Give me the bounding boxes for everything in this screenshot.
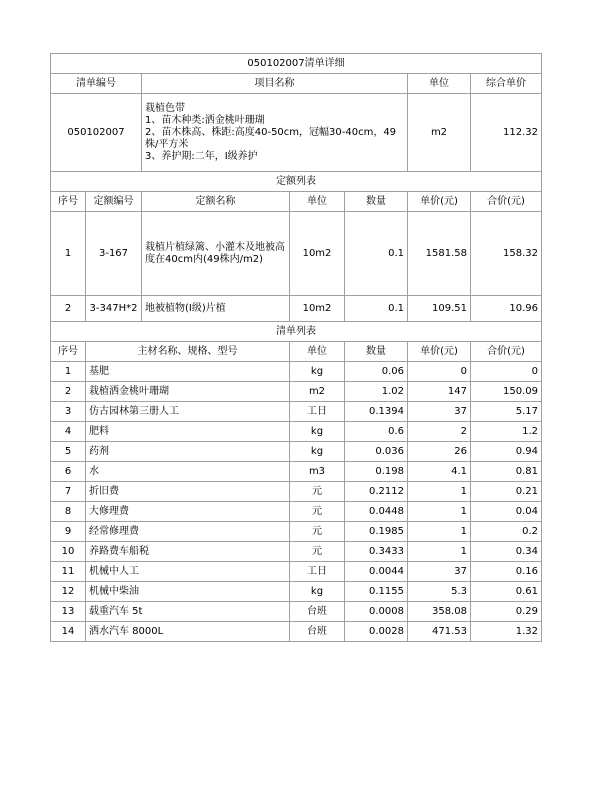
material-unit: 工日 <box>290 402 345 422</box>
material-name: 药剂 <box>86 442 290 462</box>
quota-col-no: 序号 <box>51 192 86 212</box>
material-price: 26 <box>408 442 471 462</box>
material-no: 5 <box>51 442 86 462</box>
quota-section-title: 定额列表 <box>51 172 542 192</box>
material-price: 0 <box>408 362 471 382</box>
item-unit: m2 <box>408 94 471 172</box>
material-qty: 0.1155 <box>345 582 408 602</box>
material-row <box>51 442 542 462</box>
material-row <box>51 482 542 502</box>
material-price: 4.1 <box>408 462 471 482</box>
quota-name: 栽植片植绿篱、小灌木及地被高度在40cm内(49株内/m2) <box>142 212 290 296</box>
material-unit: kg <box>290 422 345 442</box>
quota-name: 地被植物(I级)片植 <box>142 296 290 322</box>
material-price: 37 <box>408 562 471 582</box>
material-col-price: 单价(元) <box>408 342 471 362</box>
material-price: 37 <box>408 402 471 422</box>
material-no: 14 <box>51 622 86 642</box>
material-row <box>51 382 542 402</box>
material-total: 0.2 <box>471 522 542 542</box>
material-no: 9 <box>51 522 86 542</box>
quota-qty: 0.1 <box>345 212 408 296</box>
material-name: 机械中人工 <box>86 562 290 582</box>
quota-row <box>51 212 542 296</box>
material-name: 洒水汽车 8000L <box>86 622 290 642</box>
table-title: 050102007清单详细 <box>51 54 542 74</box>
material-qty: 0.0028 <box>345 622 408 642</box>
material-row <box>51 582 542 602</box>
material-price: 358.08 <box>408 602 471 622</box>
material-price: 5.3 <box>408 582 471 602</box>
material-total: 5.17 <box>471 402 542 422</box>
material-qty: 0.3433 <box>345 542 408 562</box>
quota-qty: 0.1 <box>345 296 408 322</box>
material-unit: 元 <box>290 542 345 562</box>
material-qty: 0.06 <box>345 362 408 382</box>
material-total: 1.2 <box>471 422 542 442</box>
material-name: 折旧费 <box>86 482 290 502</box>
material-qty: 0.6 <box>345 422 408 442</box>
material-total: 1.32 <box>471 622 542 642</box>
quota-price: 109.51 <box>408 296 471 322</box>
quota-total: 158.32 <box>471 212 542 296</box>
material-qty: 1.02 <box>345 382 408 402</box>
material-price: 471.53 <box>408 622 471 642</box>
material-no: 2 <box>51 382 86 402</box>
material-name: 机械中柴油 <box>86 582 290 602</box>
material-row <box>51 422 542 442</box>
quota-col-total: 合价(元) <box>471 192 542 212</box>
material-price: 1 <box>408 522 471 542</box>
material-row <box>51 562 542 582</box>
material-name: 仿古园林第三册人工 <box>86 402 290 422</box>
material-no: 12 <box>51 582 86 602</box>
quota-price: 1581.58 <box>408 212 471 296</box>
material-qty: 0.198 <box>345 462 408 482</box>
material-total: 0.81 <box>471 462 542 482</box>
material-price: 1 <box>408 482 471 502</box>
name-header: 项目名称 <box>142 74 408 94</box>
material-no: 3 <box>51 402 86 422</box>
material-unit: 台班 <box>290 602 345 622</box>
material-no: 10 <box>51 542 86 562</box>
material-no: 7 <box>51 482 86 502</box>
quota-col-name: 定额名称 <box>142 192 290 212</box>
material-row <box>51 542 542 562</box>
material-name: 基肥 <box>86 362 290 382</box>
material-name: 载重汽车 5t <box>86 602 290 622</box>
material-name: 水 <box>86 462 290 482</box>
quota-header-row <box>51 192 542 212</box>
material-col-qty: 数量 <box>345 342 408 362</box>
code-header: 清单编号 <box>51 74 142 94</box>
material-qty: 0.1394 <box>345 402 408 422</box>
item-price: 112.32 <box>471 94 542 172</box>
quota-unit: 10m2 <box>290 212 345 296</box>
material-total: 0.61 <box>471 582 542 602</box>
material-total: 0.94 <box>471 442 542 462</box>
material-qty: 0.1985 <box>345 522 408 542</box>
material-name: 大修理费 <box>86 502 290 522</box>
quota-total: 10.96 <box>471 296 542 322</box>
material-unit: kg <box>290 582 345 602</box>
material-qty: 0.0448 <box>345 502 408 522</box>
material-name: 栽植洒金桃叶珊瑚 <box>86 382 290 402</box>
material-price: 2 <box>408 422 471 442</box>
item-code: 050102007 <box>51 94 142 172</box>
material-name: 经常修理费 <box>86 522 290 542</box>
material-total: 0.34 <box>471 542 542 562</box>
material-no: 8 <box>51 502 86 522</box>
quota-unit: 10m2 <box>290 296 345 322</box>
material-col-no: 序号 <box>51 342 86 362</box>
material-unit: 元 <box>290 482 345 502</box>
material-no: 4 <box>51 422 86 442</box>
material-total: 0.29 <box>471 602 542 622</box>
material-qty: 0.2112 <box>345 482 408 502</box>
material-section-title: 清单列表 <box>51 322 542 342</box>
quota-no: 2 <box>51 296 86 322</box>
material-price: 1 <box>408 502 471 522</box>
material-total: 0.04 <box>471 502 542 522</box>
price-header: 综合单价 <box>471 74 542 94</box>
material-col-unit: 单位 <box>290 342 345 362</box>
material-header-row <box>51 342 542 362</box>
material-name: 肥料 <box>86 422 290 442</box>
material-qty: 0.0008 <box>345 602 408 622</box>
material-unit: 元 <box>290 522 345 542</box>
quota-code: 3-167 <box>86 212 142 296</box>
material-col-name: 主材名称、规格、型号 <box>86 342 290 362</box>
item-description: 栽植色带 1、苗木种类:洒金桃叶珊瑚 2、苗木株高、株距:高度40-50cm，冠幅30-40cm，49株/平方米 3、养护期:二年，Ⅰ级养护 <box>142 94 408 172</box>
material-total: 150.09 <box>471 382 542 402</box>
quota-col-price: 单价(元) <box>408 192 471 212</box>
material-row <box>51 462 542 482</box>
material-no: 6 <box>51 462 86 482</box>
material-total: 0.21 <box>471 482 542 502</box>
material-unit: kg <box>290 362 345 382</box>
material-qty: 0.036 <box>345 442 408 462</box>
quota-col-qty: 数量 <box>345 192 408 212</box>
material-name: 养路费车船税 <box>86 542 290 562</box>
material-unit: 台班 <box>290 622 345 642</box>
material-row <box>51 522 542 542</box>
material-price: 147 <box>408 382 471 402</box>
material-qty: 0.0044 <box>345 562 408 582</box>
material-unit: 元 <box>290 502 345 522</box>
material-row <box>51 502 542 522</box>
quota-col-unit: 单位 <box>290 192 345 212</box>
quota-row <box>51 296 542 322</box>
quota-code: 3-347H*2 <box>86 296 142 322</box>
material-row <box>51 622 542 642</box>
material-total: 0.16 <box>471 562 542 582</box>
material-unit: m2 <box>290 382 345 402</box>
unit-header: 单位 <box>408 74 471 94</box>
material-no: 11 <box>51 562 86 582</box>
detail-table <box>50 53 542 642</box>
material-unit: 工日 <box>290 562 345 582</box>
quota-no: 1 <box>51 212 86 296</box>
material-col-total: 合价(元) <box>471 342 542 362</box>
material-row <box>51 402 542 422</box>
material-unit: m3 <box>290 462 345 482</box>
material-no: 13 <box>51 602 86 622</box>
material-unit: kg <box>290 442 345 462</box>
material-no: 1 <box>51 362 86 382</box>
quota-col-code: 定额编号 <box>86 192 142 212</box>
material-total: 0 <box>471 362 542 382</box>
material-row <box>51 602 542 622</box>
material-price: 1 <box>408 542 471 562</box>
material-row <box>51 362 542 382</box>
